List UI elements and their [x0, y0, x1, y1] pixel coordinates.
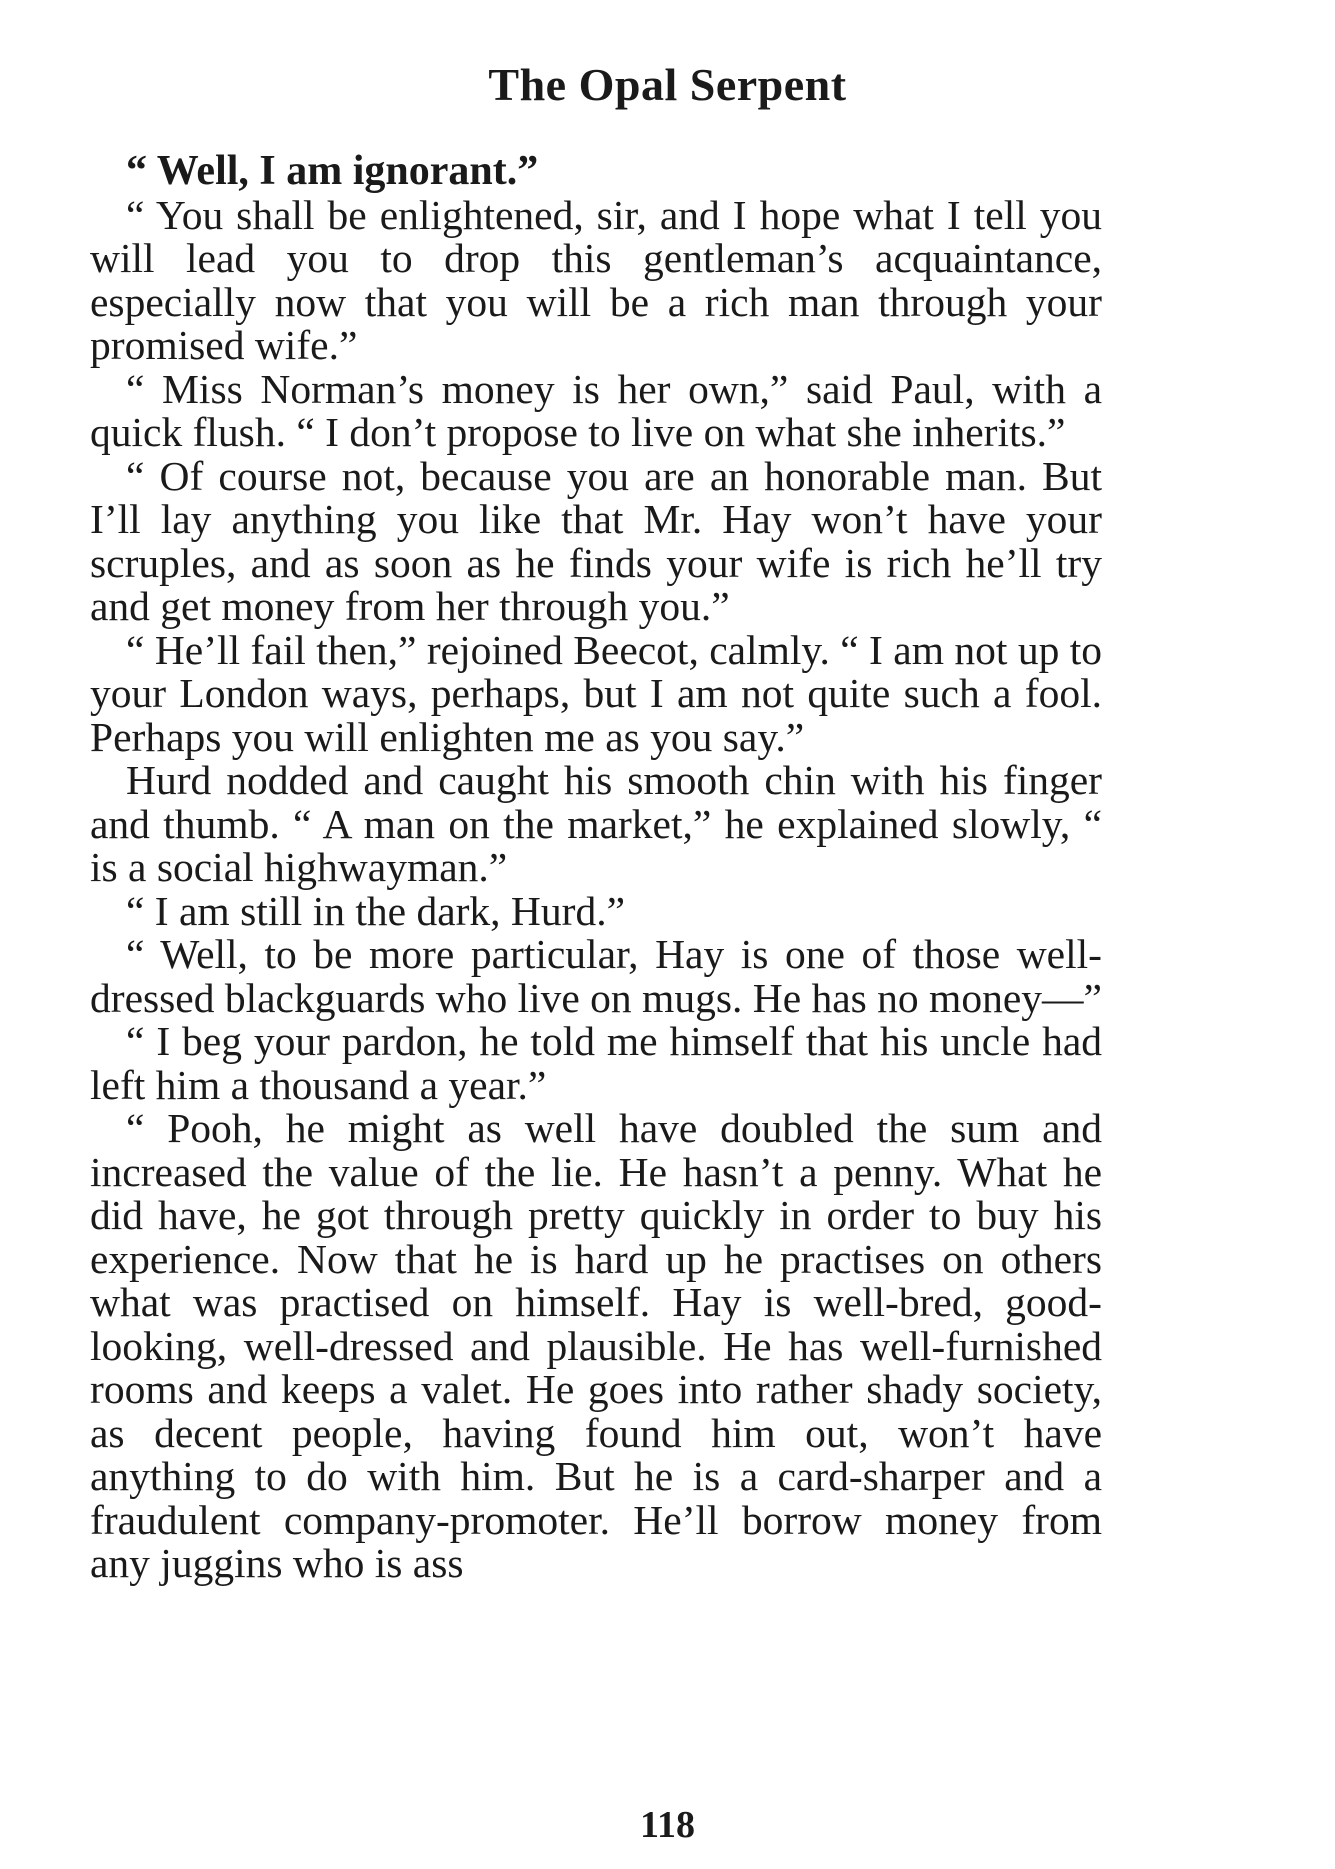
paragraph: “ He’ll fail then,” rejoined Beecot, calmly. “ I am not up to your London ways, perhaps, but I am not quite such a fool. Perhaps you will enlighten me as you say.” — [90, 626, 1102, 760]
paragraph: “ Well, to be more particular, Hay is one of those well-dressed blackguards who live on mugs. He has no money—” — [90, 931, 1102, 1021]
body-text — [90, 150, 1102, 1586]
paragraph: “ Of course not, because you are an honorable man. But I’ll lay anything you like that Mr. Hay won’t have your scruples, and as soon as he finds your wife is rich he’ll try and get money from her through you.” — [90, 452, 1102, 629]
paragraph: “ Pooh, he might as well have doubled the sum and increased the value of the lie. He hasn’t a penny. What he did have, he got through pretty quickly in order to buy his experience. Now that he is hard up he practises on others what was practised on himself. Hay is well-bred, good-looking, well-dressed and plausible. He has well-furnished rooms and keeps a valet. He goes into rather shady society, as decent people, having found him out, won’t have anything to do with him. But he is a card-sharper and a fraudulent company-promoter. He’ll borrow money from any juggins who is ass — [90, 1105, 1102, 1586]
paragraph: “ Miss Norman’s money is her own,” said Paul, with a quick flush. “ I don’t propose to live on what she inherits.” — [90, 365, 1102, 455]
paragraph: “ I am still in the dark, Hurd.” — [126, 887, 626, 934]
running-title: The Opal Serpent — [488, 59, 847, 110]
paragraph: “ Well, I am ignorant.” — [126, 148, 539, 194]
paragraph: “ I beg your pardon, he told me himself that his uncle had left him a thousand a year.” — [90, 1018, 1102, 1108]
paragraph: Hurd nodded and caught his smooth chin with his finger and thumb. “ A man on the market,” he explained slowly, “ is a social highwayman.” — [90, 757, 1102, 890]
paragraph: “ You shall be enlightened, sir, and I hope what I tell you will lead you to drop this gentleman’s acquaintance, especially now that you will be a rich man through your promised wife.” — [90, 191, 1102, 368]
page-number: 118 — [640, 1804, 695, 1846]
